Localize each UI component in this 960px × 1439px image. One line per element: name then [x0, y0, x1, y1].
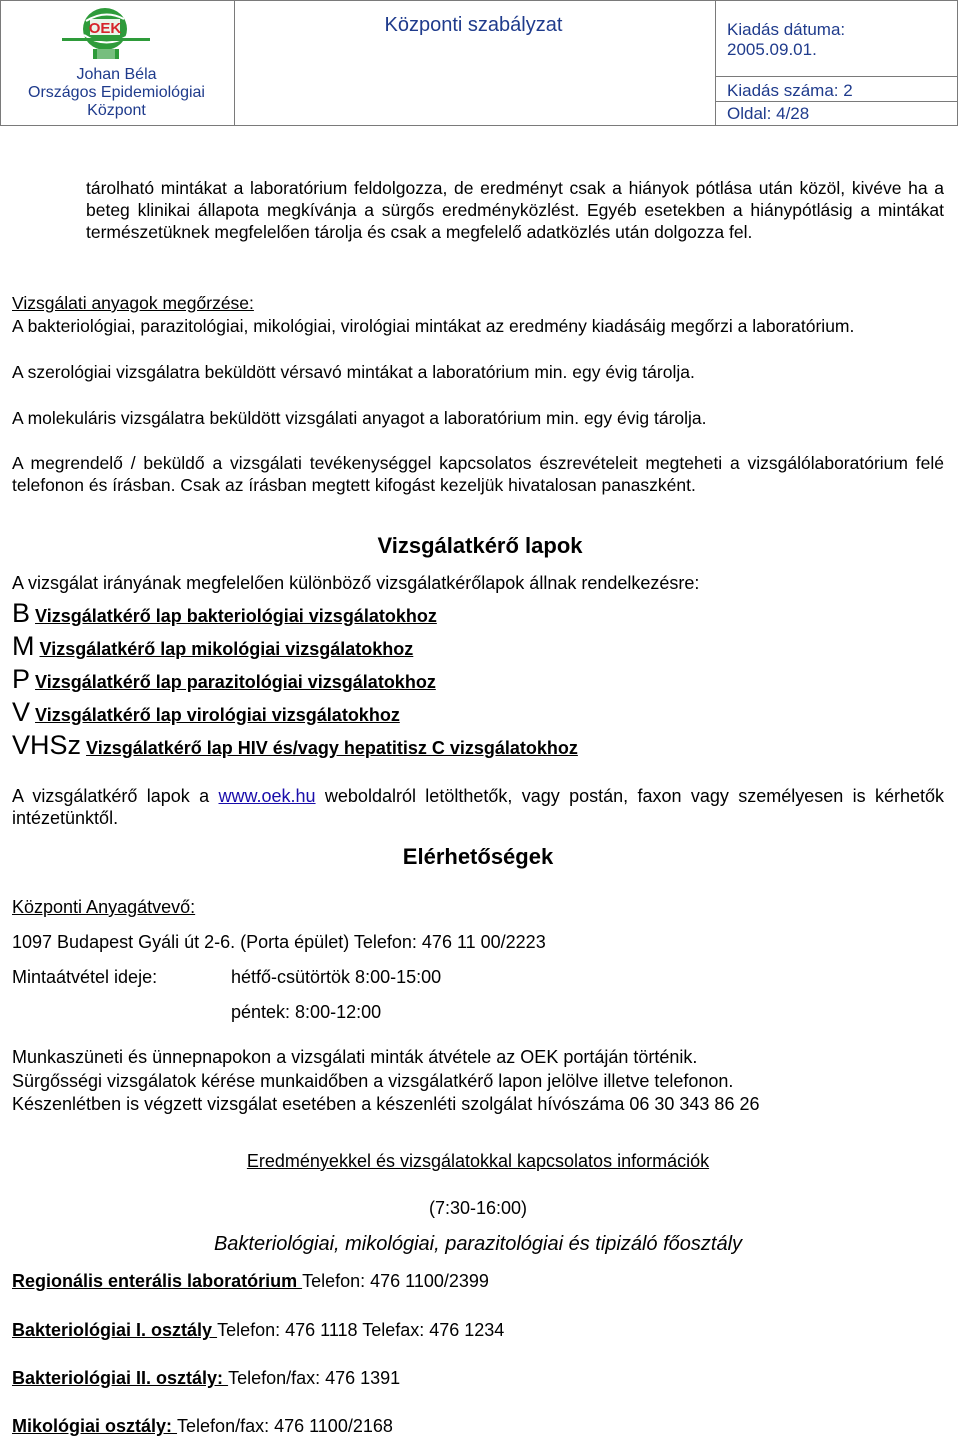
- address: 1097 Budapest Gyáli út 2-6. (Porta épület) Telefon: 476 11 00/2223: [12, 932, 546, 952]
- issue-number: Kiadás száma: 2: [727, 81, 853, 100]
- page-number: Oldal: 4/28: [727, 104, 810, 123]
- form-label: Vizsgálatkérő lap mikológiai vizsgálatokhoz: [39, 639, 414, 659]
- form-label: Vizsgálatkérő lap virológiai vizsgálatokhoz: [35, 705, 400, 725]
- sampling-label: Mintaátvétel ideje:: [12, 967, 158, 987]
- storage-paragraph: A molekuláris vizsgálatra beküldött vizsgálati anyagot a laboratórium min. egy évig tárolja.: [12, 408, 707, 428]
- sampling-time: péntek: 8:00-12:00: [231, 1002, 382, 1022]
- lab-name: Regionális enterális laboratórium: [12, 1271, 303, 1291]
- forms-heading: Vizsgálatkérő lapok: [377, 533, 583, 558]
- org-line: Központ: [87, 102, 146, 119]
- note: Készenlétben is végzett vizsgálat esetében a készenléti szolgálat hívószáma 06 30 343 86 26: [12, 1094, 760, 1114]
- header-divider: [715, 76, 957, 77]
- lab-name: Mikológiai osztály:: [12, 1416, 178, 1436]
- issue-date: 2005.09.01.: [727, 40, 817, 59]
- lab-contact: [12, 1271, 489, 1292]
- form-code: M: [12, 631, 35, 661]
- contacts-heading: Elérhetőségek: [402, 844, 554, 869]
- form-label: Vizsgálatkérő lap HIV és/vagy hepatitisz C vizsgálatokhoz: [86, 738, 578, 758]
- central-reception-label: Központi Anyagátvevő:: [12, 897, 196, 917]
- form-code: V: [12, 697, 31, 727]
- form-label: Vizsgálatkérő lap bakteriológiai vizsgálatokhoz: [35, 606, 437, 626]
- sampling-time: hétfő-csütörtök 8:00-15:00: [231, 967, 442, 987]
- department-heading: Bakteriológiai, mikológiai, parazitológiai és tipizáló főosztály: [213, 1233, 743, 1255]
- header-divider: [715, 101, 957, 102]
- issue-date-block: [727, 20, 845, 60]
- storage-paragraph: A bakteriológiai, parazitológiai, mikológiai, virológiai mintákat az eredmény kiadásáig megőrzi a laboratórium.: [12, 316, 855, 336]
- lab-contact: [12, 1416, 393, 1437]
- org-line: Országos Epidemiológiai: [28, 84, 205, 101]
- lab-contact: [12, 1368, 400, 1389]
- lab-phone: Telefon: 476 1118 Telefax: 476 1234: [217, 1320, 505, 1340]
- organization-name: [0, 66, 233, 120]
- download-text: weboldalról letölthetők, vagy postán, faxon vagy személyesen is kérhetők intézetünktől.: [12, 786, 945, 828]
- intro-paragraph: tárolható mintákat a laboratórium feldolgozza, de eredményt csak a hiányok pótlása után közöl, kivéve ha a beteg klinikai állapota megkívánja a sürgős eredményközlést. Egyéb esetekben a hiánypótlásig a mintákat természetüknek megfelelően tárolja és csak a megfelelő adatközlés után dolgozza fel.: [86, 178, 944, 242]
- note: Sürgősségi vizsgálatok kérése munkaidőben a vizsgálatkérő lapon jelölve illetve telefonon.: [12, 1071, 734, 1091]
- form-code: VHSz: [12, 730, 82, 760]
- org-line: Johan Béla: [76, 66, 157, 83]
- oek-website-link[interactable]: www.oek.hu: [218, 786, 316, 806]
- storage-paragraph: A szerológiai vizsgálatra beküldött vérsavó mintákat a laboratórium min. egy évig tárolja.: [12, 362, 695, 382]
- lab-name: Bakteriológiai II. osztály:: [12, 1368, 229, 1388]
- form-item: [12, 631, 413, 662]
- form-code: P: [12, 664, 31, 694]
- note: Munkaszüneti és ünnepnapokon a vizsgálati minták átvétele az OEK portáján történik.: [12, 1047, 698, 1067]
- form-item: [12, 598, 437, 629]
- lab-phone: Telefon/fax: 476 1391: [228, 1368, 401, 1388]
- results-heading: Eredményekkel és vizsgálatokkal kapcsolatos információk: [246, 1151, 710, 1171]
- results-hours: (7:30-16:00): [428, 1198, 528, 1218]
- issue-date-label: Kiadás dátuma:: [727, 20, 846, 39]
- form-item: [12, 697, 400, 728]
- complaint-paragraph: A megrendelő / beküldő a vizsgálati tevékenységgel kapcsolatos észrevételeit megteheti a vizsgálólaboratórium felé telefonon és írásban. Csak az írásban megtett kifogást kezeljük hivatalosan panaszként.: [12, 453, 944, 495]
- lab-name: Bakteriológiai I. osztály: [12, 1320, 218, 1340]
- form-code: B: [12, 598, 31, 628]
- storage-heading: Vizsgálati anyagok megőrzése:: [12, 293, 254, 313]
- logo-text: OEK: [88, 20, 122, 37]
- lab-phone: Telefon: 476 1100/2399: [302, 1271, 489, 1291]
- document-title: Központi szabályzat: [384, 14, 563, 36]
- download-paragraph: [12, 785, 944, 829]
- form-item: [12, 730, 578, 761]
- lab-phone: Telefon/fax: 476 1100/2168: [177, 1416, 393, 1436]
- lab-contact: [12, 1320, 504, 1341]
- forms-intro: A vizsgálat irányának megfelelően különböző vizsgálatkérőlapok állnak rendelkezésre:: [12, 573, 700, 593]
- form-label: Vizsgálatkérő lap parazitológiai vizsgálatokhoz: [35, 672, 436, 692]
- oek-logo-icon: [60, 5, 154, 63]
- download-text: A vizsgálatkérő lapok a: [12, 786, 219, 806]
- form-item: [12, 664, 436, 695]
